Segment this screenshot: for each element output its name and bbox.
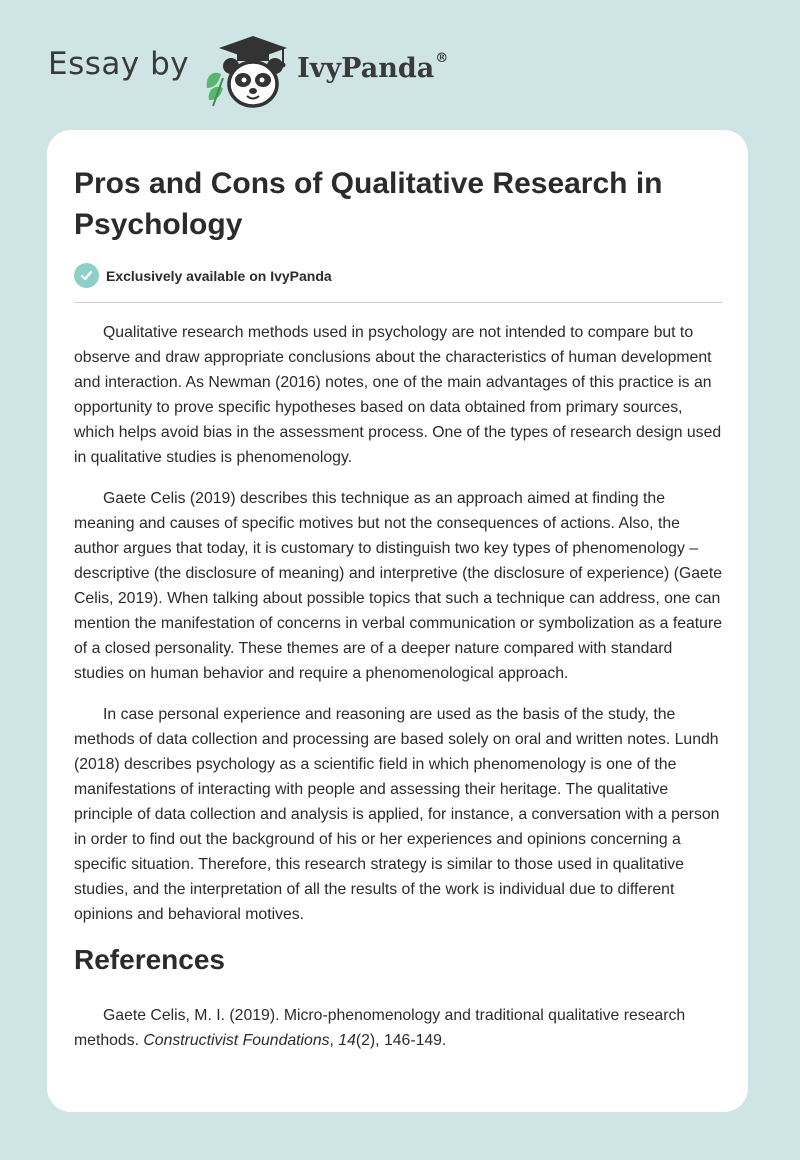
reference-authors-title: Gaete Celis, M. I. (2019). Micro-phenomenology and traditional qualitative research methods. [74, 1007, 686, 1049]
paragraph: Qualitative research methods used in psychology are not intended to compare but to observe and draw appropriate conclusions about the characteristics of human development and interaction. As Newman (2016) notes, one of the main advantages of this practice is an opportunity to prove specific hypotheses based on data obtained from primary sources, which helps avoid bias in the assessment process. One of the types of research design used in qualitative studies is phenomenology. [74, 324, 722, 466]
essay-card [47, 130, 748, 1112]
brand-name [297, 50, 449, 84]
reference-volume: 14 [338, 1032, 356, 1049]
references-heading: References [74, 944, 225, 975]
page-title: Pros and Cons of Qualitative Research in Psychology [74, 167, 663, 241]
brand-prefix: Essay by [48, 46, 190, 82]
divider [74, 302, 722, 303]
check-circle-icon [74, 263, 99, 288]
reference-entry [74, 1003, 724, 1053]
reference-separator: , [329, 1032, 334, 1049]
exclusive-label: Exclusively available on IvyPanda [106, 267, 332, 284]
essay-body [74, 320, 724, 1053]
panda-graduate-icon [203, 30, 295, 110]
reference-journal: Constructivist Foundations [143, 1032, 330, 1049]
reference-issue-pages: (2), 146-149. [355, 1032, 447, 1049]
exclusive-badge [74, 263, 332, 288]
brand-header [48, 30, 448, 110]
paragraph: In case personal experience and reasoning are used as the basis of the study, the methods of data collection and processing are based solely on oral and written notes. Lundh (2018) describes psychology as a scientific field in which phenomenology is one of the manifestations of interacting with people and assessing their heritage. The qualitative principle of data collection and analysis is applied, for instance, a conversation with a person in order to find out the background of his or her experiences and opinions concerning a specific situation. Therefore, this research strategy is similar to those used in qualitative studies, and the interpretation of all the results of the work is individual due to different opinions and behavioral motives. [74, 706, 720, 923]
registered-mark: ® [435, 50, 449, 66]
paragraph: Gaete Celis (2019) describes this technique as an approach aimed at finding the meaning and causes of specific motives but not the consequences of actions. Also, the author argues that today, it is customary to distinguish two key types of phenomenology – descriptive (the disclosure of meaning) and interpretive (the disclosure of experience) (Gaete Celis, 2019). When talking about possible topics that such a technique can address, one can mention the manifestation of concerns in verbal communication or symbolization as a feature of a closed personality. These themes are of a deeper nature compared with standard studies on human behavior and require a phenomenological approach. [74, 490, 723, 682]
brand-name-text: IvyPanda [297, 52, 435, 84]
